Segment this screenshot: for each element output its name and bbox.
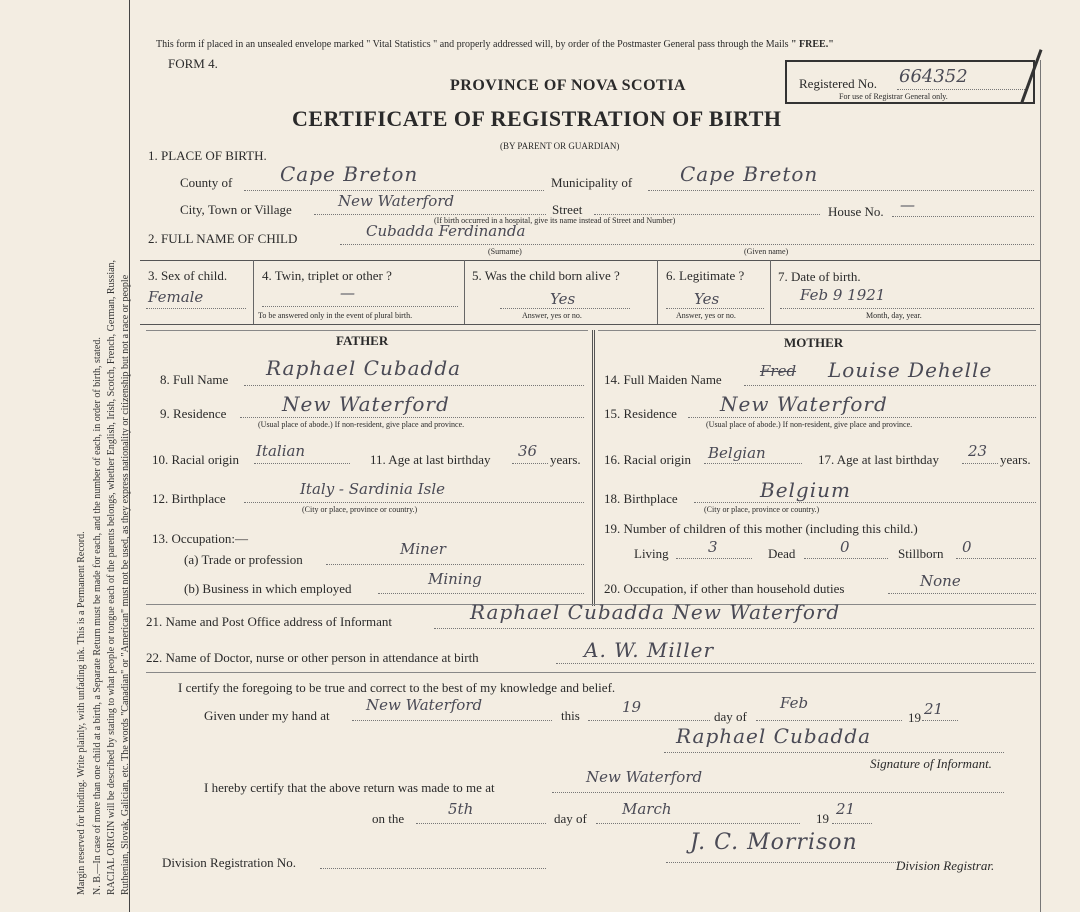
father-residence-value: New Waterford (282, 392, 450, 416)
sex-label: 3. Sex of child. (148, 268, 228, 283)
registrar-year-value: 21 (836, 800, 856, 818)
certify-month-value: Feb (780, 694, 809, 712)
registered-label: Registered No. (799, 76, 877, 91)
father-business-label: (b) Business in which employed (184, 581, 352, 596)
dead-value: 0 (840, 538, 850, 556)
mother-birthplace-note: (City or place, province or country.) (704, 505, 820, 514)
father-age-label: 11. Age at last birthday (370, 452, 491, 467)
margin-note-3: RACIAL ORIGIN will be described by stating to what people or tongue each of the parents belongs, whether English, Irish, Scotch, French, German, Russian, (106, 259, 117, 895)
registrar-certify-line: I hereby certify that the above return was made to me at (204, 780, 495, 795)
father-age-years: years. (550, 452, 581, 467)
registrar-use-note: For use of Registrar General only. (839, 92, 948, 101)
doctor-label: 22. Name of Doctor, nurse or other person in attendance at birth (146, 650, 479, 665)
stillborn-label: Stillborn (898, 546, 944, 561)
father-residence-label: 9. Residence (160, 406, 227, 421)
twin-label: 4. Twin, triplet or other ? (262, 268, 392, 283)
child-name-value: Cubadda Ferdinanda (366, 222, 526, 240)
mother-heading: MOTHER (784, 335, 844, 350)
mother-racial-label: 16. Racial origin (604, 452, 692, 467)
form-number: FORM 4. (168, 56, 218, 71)
registrar-place-value: New Waterford (586, 768, 703, 786)
mother-racial-value: Belgian (708, 444, 766, 462)
mail-notice: This form if placed in an unsealed envelope marked " Vital Statistics " and properly addressed will, by order of the Postmaster General pass through the Mails " FREE." (156, 39, 834, 50)
father-birthplace-label: 12. Birthplace (152, 491, 226, 506)
registered-number: 664352 (899, 66, 968, 87)
father-name-label: 8. Full Name (160, 372, 229, 387)
certify-line: I certify the foregoing to be true and correct to the best of my knowledge and belief. (178, 680, 616, 695)
father-age-value: 36 (518, 442, 538, 460)
mother-age-years: years. (1000, 452, 1031, 467)
twin-note: To be answered only in the event of plural birth. (258, 311, 413, 320)
mother-age-label: 17. Age at last birthday (818, 452, 939, 467)
city-value: New Waterford (338, 192, 455, 210)
informant-value: Raphael Cubadda New Waterford (470, 600, 841, 624)
father-trade-label: (a) Trade or profession (184, 552, 303, 567)
surname-note: (Surname) (488, 247, 522, 256)
given-under-label: Given under my hand at (204, 708, 330, 723)
registrar-year-prefix: 19 (816, 811, 829, 826)
legitimate-label: 6. Legitimate ? (666, 268, 745, 283)
given-place-value: New Waterford (366, 696, 483, 714)
registrar-signature: J. C. Morrison (690, 830, 858, 855)
city-label: City, Town or Village (180, 202, 292, 217)
registrar-day-of-label: day of (554, 811, 587, 826)
certify-day-of-label: day of (714, 709, 747, 724)
county-value: Cape Breton (280, 162, 419, 186)
born-alive-note: Answer, yes or no. (522, 311, 582, 320)
mother-birthplace-value: Belgium (760, 478, 851, 502)
dob-label: 7. Date of birth. (778, 269, 861, 284)
father-business-value: Mining (428, 570, 482, 588)
given-name-note: (Given name) (744, 247, 789, 256)
page-title: CERTIFICATE OF REGISTRATION OF BIRTH (292, 106, 782, 131)
registrar-month-value: March (622, 800, 672, 818)
county-label: County of (180, 175, 233, 190)
street-label: Street (552, 202, 583, 217)
father-occupation-label: 13. Occupation:— (152, 531, 249, 546)
mother-residence-label: 15. Residence (604, 406, 677, 421)
father-heading: FATHER (336, 333, 389, 348)
living-value: 3 (708, 538, 718, 556)
mother-name-value: Louise Dehelle (828, 358, 993, 382)
margin-note-4: Ruthenian, Slovak, Galician, etc. The words "Canadian" or "American" must not be used, as they express nationality or citizenship but not a race or people (120, 274, 131, 895)
division-registration-label: Division Registration No. (162, 855, 296, 870)
mother-name-label: 14. Full Maiden Name (604, 372, 722, 387)
legitimate-note: Answer, yes or no. (676, 311, 736, 320)
on-the-label: on the (372, 811, 405, 826)
father-trade-value: Miner (400, 540, 446, 558)
mother-name-struck: Fred (760, 362, 797, 380)
registrar-day-value: 5th (448, 800, 474, 818)
sex-value: Female (148, 288, 204, 306)
page-subtitle: (BY PARENT OR GUARDIAN) (500, 141, 620, 151)
dead-label: Dead (768, 546, 796, 561)
division-registrar-label: Division Registrar. (896, 858, 995, 873)
father-racial-label: 10. Racial origin (152, 452, 240, 467)
father-residence-note: (Usual place of abode.) If non-resident, give place and province. (258, 420, 465, 429)
binding-margin (0, 0, 130, 912)
informant-label: 21. Name and Post Office address of Informant (146, 614, 392, 629)
father-name-value: Raphael Cubadda (266, 356, 462, 380)
child-name-label: 2. FULL NAME OF CHILD (148, 231, 298, 246)
father-racial-value: Italian (256, 442, 306, 460)
stillborn-value: 0 (962, 538, 972, 556)
margin-note-1: Margin reserved for binding. Write plainly, with unfading ink. This is a Permanent Record. (76, 531, 87, 895)
registration-box (785, 60, 1035, 104)
father-birthplace-note: (City or place, province or country.) (302, 505, 418, 514)
living-label: Living (634, 546, 669, 561)
doctor-value: A. W. Miller (584, 638, 714, 662)
father-birthplace-value: Italy - Sardinia Isle (300, 480, 446, 498)
legitimate-value: Yes (694, 290, 720, 308)
informant-signature-label: Signature of Informant. (870, 756, 992, 771)
born-alive-value: Yes (550, 290, 576, 308)
certify-year-value: 21 (924, 700, 944, 718)
margin-note-2: N. B.—In case of more than one child at a birth, a Separate Return must be made for each, and the number of each, in order of birth, stated. (92, 337, 103, 895)
mother-occupation-value: None (920, 572, 961, 590)
house-value: — (900, 196, 915, 214)
mother-children-label: 19. Number of children of this mother (including this child.) (604, 521, 918, 536)
mother-age-value: 23 (968, 442, 988, 460)
born-alive-label: 5. Was the child born alive ? (472, 268, 620, 283)
house-label: House No. (828, 204, 884, 219)
dob-value: Feb 9 1921 (800, 286, 886, 304)
twin-value: — (340, 284, 355, 302)
hospital-note: (If birth occurred in a hospital, give its name instead of Street and Number) (434, 216, 676, 225)
province-heading: PROVINCE OF NOVA SCOTIA (450, 77, 686, 94)
mother-residence-note: (Usual place of abode.) If non-resident, give place and province. (706, 420, 913, 429)
certify-year-prefix: 19 (908, 710, 921, 725)
informant-signature: Raphael Cubadda (676, 724, 872, 748)
mother-residence-value: New Waterford (720, 392, 888, 416)
mother-occupation-label: 20. Occupation, if other than household duties (604, 581, 845, 596)
certify-day-value: 19 (622, 698, 642, 716)
place-of-birth-label: 1. PLACE OF BIRTH. (148, 148, 267, 163)
municipality-label: Municipality of (551, 175, 633, 190)
municipality-value: Cape Breton (680, 162, 819, 186)
dob-note: Month, day, year. (866, 311, 922, 320)
mother-birthplace-label: 18. Birthplace (604, 491, 678, 506)
this-label: this (561, 708, 580, 723)
